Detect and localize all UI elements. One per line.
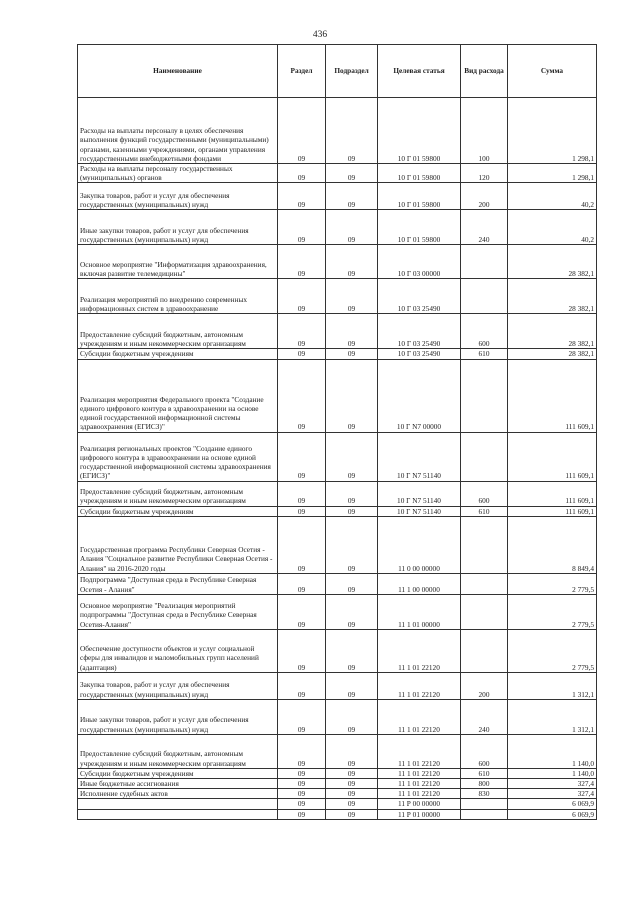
row-section-cell: 09 [278,799,326,809]
row-amount-cell: 2 779,5 [508,573,597,594]
row-subsection-cell: 09 [326,506,378,516]
table-row [78,672,597,699]
table-row [78,506,597,516]
table-row [78,768,597,778]
row-amount-cell: 327,4 [508,789,597,799]
row-amount-cell: 2 779,5 [508,629,597,672]
row-name-cell: Иные бюджетные ассигнования [78,779,278,789]
row-section-cell: 09 [278,629,326,672]
row-section-cell: 09 [278,516,326,573]
row-subsection-cell: 09 [326,359,378,432]
row-subsection-cell: 09 [326,516,378,573]
row-name-cell [78,799,278,809]
row-expense-type-cell [461,359,508,432]
row-expense-type-cell: 610 [461,768,508,778]
row-name-cell: Закупка товаров, работ и услуг для обеспечения государственных (муниципальных) нужд [78,183,278,210]
row-subsection-cell: 09 [326,432,378,481]
row-expense-type-cell: 120 [461,164,508,183]
row-amount-cell: 1 312,1 [508,699,597,734]
row-subsection-cell: 09 [326,210,378,245]
row-amount-cell: 1 140,0 [508,734,597,768]
row-target-cell: 10 Г 01 59800 [378,210,461,245]
row-expense-type-cell [461,799,508,809]
row-expense-type-cell: 200 [461,183,508,210]
row-expense-type-cell [461,279,508,314]
row-name-cell: Субсидии бюджетным учреждениям [78,349,278,359]
row-amount-cell: 327,4 [508,779,597,789]
row-section-cell: 09 [278,279,326,314]
row-amount-cell: 6 069,9 [508,799,597,809]
row-section-cell: 09 [278,349,326,359]
row-amount-cell: 8 849,4 [508,516,597,573]
row-target-cell: 10 Г N7 51140 [378,481,461,506]
row-expense-type-cell [461,245,508,279]
row-subsection-cell: 09 [326,809,378,819]
column-header-section: Раздел [278,45,326,98]
row-target-cell: 10 Г 01 59800 [378,98,461,164]
row-target-cell: 11 1 01 22120 [378,734,461,768]
table-row [78,279,597,314]
row-amount-cell: 111 609,1 [508,506,597,516]
page-number: 436 [312,30,328,40]
row-target-cell: 10 Г N7 51140 [378,432,461,481]
row-name-cell: Субсидии бюджетным учреждениям [78,768,278,778]
row-amount-cell: 111 609,1 [508,481,597,506]
table-row [78,314,597,349]
row-name-cell: Обеспечение доступности объектов и услуг социальной сферы для инвалидов и маломобильных групп населений (адаптация) [78,629,278,672]
row-name-cell: Предоставление субсидий бюджетным, автономным учреждениям и иным некоммерческим организациям [78,481,278,506]
row-name-cell: Основное мероприятие "Информатизация здравоохранения, включая развитие телемедицины" [78,245,278,279]
row-expense-type-cell [461,516,508,573]
row-expense-type-cell: 240 [461,699,508,734]
table-row [78,799,597,809]
row-target-cell: 10 Г 03 25490 [378,349,461,359]
row-target-cell: 11 1 00 00000 [378,573,461,594]
row-name-cell: Предоставление субсидий бюджетным, автономным учреждениям и иным некоммерческим организациям [78,314,278,349]
row-target-cell: 10 Г 03 25490 [378,279,461,314]
column-header-target: Целевая статья [378,45,461,98]
table-row [78,809,597,819]
row-amount-cell: 111 609,1 [508,359,597,432]
row-amount-cell: 28 382,1 [508,349,597,359]
row-target-cell: 10 Г N7 51140 [378,506,461,516]
row-target-cell: 10 Г 03 00000 [378,245,461,279]
table-row [78,573,597,594]
row-expense-type-cell [461,629,508,672]
row-subsection-cell: 09 [326,573,378,594]
row-name-cell: Предоставление субсидий бюджетным, автономным учреждениям и иным некоммерческим организациям [78,734,278,768]
row-name-cell [78,809,278,819]
row-section-cell: 09 [278,573,326,594]
row-section-cell: 09 [278,809,326,819]
row-subsection-cell: 09 [326,779,378,789]
row-subsection-cell: 09 [326,594,378,629]
row-expense-type-cell: 600 [461,734,508,768]
column-header-subsection: Подраздел [326,45,378,98]
row-expense-type-cell: 240 [461,210,508,245]
table-row [78,629,597,672]
row-subsection-cell: 09 [326,98,378,164]
row-subsection-cell: 09 [326,183,378,210]
table-row [78,98,597,164]
row-target-cell: 11 Р 01 00000 [378,809,461,819]
row-expense-type-cell: 830 [461,789,508,799]
row-section-cell: 09 [278,98,326,164]
row-name-cell: Закупка товаров, работ и услуг для обеспечения государственных (муниципальных) нужд [78,672,278,699]
row-amount-cell: 2 779,5 [508,594,597,629]
row-expense-type-cell: 610 [461,506,508,516]
table-row [78,594,597,629]
row-section-cell: 09 [278,245,326,279]
table-row [78,779,597,789]
row-section-cell: 09 [278,359,326,432]
row-subsection-cell: 09 [326,279,378,314]
row-subsection-cell: 09 [326,629,378,672]
row-name-cell: Подпрограмма "Доступная среда в Республике Северная Осетия - Алания" [78,573,278,594]
table-row [78,359,597,432]
table-row [78,789,597,799]
table-row [78,734,597,768]
row-name-cell: Реализация региональных проектов "Создание единого цифрового контура в здравоохранении на основе единой государственной информационной системы здравоохранения (ЕГИСЗ)" [78,432,278,481]
row-section-cell: 09 [278,164,326,183]
row-target-cell: 10 Г 01 59800 [378,164,461,183]
row-amount-cell: 40,2 [508,183,597,210]
table-header-row [78,45,597,98]
row-expense-type-cell: 200 [461,672,508,699]
row-amount-cell: 28 382,1 [508,245,597,279]
table-row [78,481,597,506]
table-row [78,164,597,183]
row-subsection-cell: 09 [326,799,378,809]
row-subsection-cell: 09 [326,768,378,778]
row-target-cell: 11 Р 00 00000 [378,799,461,809]
table-row [78,210,597,245]
row-target-cell: 11 1 01 22120 [378,672,461,699]
row-section-cell: 09 [278,734,326,768]
row-section-cell: 09 [278,210,326,245]
row-amount-cell: 1 312,1 [508,672,597,699]
row-target-cell: 10 Г N7 00000 [378,359,461,432]
row-target-cell: 11 1 01 22120 [378,629,461,672]
row-section-cell: 09 [278,789,326,799]
row-amount-cell: 28 382,1 [508,314,597,349]
row-expense-type-cell [461,432,508,481]
table-row [78,516,597,573]
row-section-cell: 09 [278,314,326,349]
row-section-cell: 09 [278,699,326,734]
row-name-cell: Расходы на выплаты персоналу в целях обеспечения выполнения функций государственными (муниципальными) органами, казенными учреждениями, органами управления государственными внебюджетными фондами [78,98,278,164]
row-amount-cell: 1 298,1 [508,98,597,164]
row-amount-cell: 1 298,1 [508,164,597,183]
table-row [78,349,597,359]
row-target-cell: 11 1 01 22120 [378,789,461,799]
row-subsection-cell: 09 [326,481,378,506]
row-expense-type-cell [461,809,508,819]
budget-table [77,44,597,820]
row-section-cell: 09 [278,506,326,516]
column-header-name: Наименование [78,45,278,98]
row-expense-type-cell: 610 [461,349,508,359]
column-header-expense-type: Вид расхода [461,45,508,98]
row-expense-type-cell: 100 [461,98,508,164]
row-target-cell: 10 Г 03 25490 [378,314,461,349]
row-target-cell: 10 Г 01 59800 [378,183,461,210]
row-section-cell: 09 [278,432,326,481]
row-name-cell: Иные закупки товаров, работ и услуг для обеспечения государственных (муниципальных) нужд [78,699,278,734]
row-expense-type-cell: 600 [461,314,508,349]
row-name-cell: Иные закупки товаров, работ и услуг для обеспечения государственных (муниципальных) нужд [78,210,278,245]
row-amount-cell: 40,2 [508,210,597,245]
row-section-cell: 09 [278,768,326,778]
row-section-cell: 09 [278,183,326,210]
row-section-cell: 09 [278,672,326,699]
row-section-cell: 09 [278,481,326,506]
table-row [78,699,597,734]
row-amount-cell: 1 140,0 [508,768,597,778]
row-target-cell: 11 0 00 00000 [378,516,461,573]
row-expense-type-cell: 600 [461,481,508,506]
row-name-cell: Реализация мероприятий по внедрению современных информационных систем в здравоохранение [78,279,278,314]
row-subsection-cell: 09 [326,789,378,799]
row-name-cell: Расходы на выплаты персоналу государственных (муниципальных) органов [78,164,278,183]
row-subsection-cell: 09 [326,734,378,768]
row-name-cell: Исполнение судебных актов [78,789,278,799]
row-amount-cell: 28 382,1 [508,279,597,314]
row-section-cell: 09 [278,779,326,789]
table-row [78,245,597,279]
table-row [78,432,597,481]
row-subsection-cell: 09 [326,672,378,699]
row-subsection-cell: 09 [326,699,378,734]
row-name-cell: Государственная программа Республики Северная Осетия - Алания "Социальное развитие Республики Северная Осетия - Алания" на 2016-2020 годы [78,516,278,573]
row-amount-cell: 6 069,9 [508,809,597,819]
table-row [78,183,597,210]
row-subsection-cell: 09 [326,245,378,279]
row-name-cell: Субсидии бюджетным учреждениям [78,506,278,516]
row-subsection-cell: 09 [326,349,378,359]
row-subsection-cell: 09 [326,314,378,349]
row-expense-type-cell: 800 [461,779,508,789]
row-subsection-cell: 09 [326,164,378,183]
row-target-cell: 11 1 01 22120 [378,699,461,734]
row-target-cell: 11 1 01 22120 [378,768,461,778]
column-header-amount: Сумма [508,45,597,98]
row-amount-cell: 111 609,1 [508,432,597,481]
row-section-cell: 09 [278,594,326,629]
row-target-cell: 11 1 01 22120 [378,779,461,789]
row-name-cell: Реализация мероприятия Федерального проекта "Создание единого цифрового контура в здравоохранении на основе единой государственной информационной системы здравоохранения (ЕГИСЗ)" [78,359,278,432]
row-target-cell: 11 1 01 00000 [378,594,461,629]
row-expense-type-cell [461,573,508,594]
row-expense-type-cell [461,594,508,629]
row-name-cell: Основное мероприятие "Реализация мероприятий подпрограммы "Доступная среда в Республике Северная Осетия-Алания" [78,594,278,629]
